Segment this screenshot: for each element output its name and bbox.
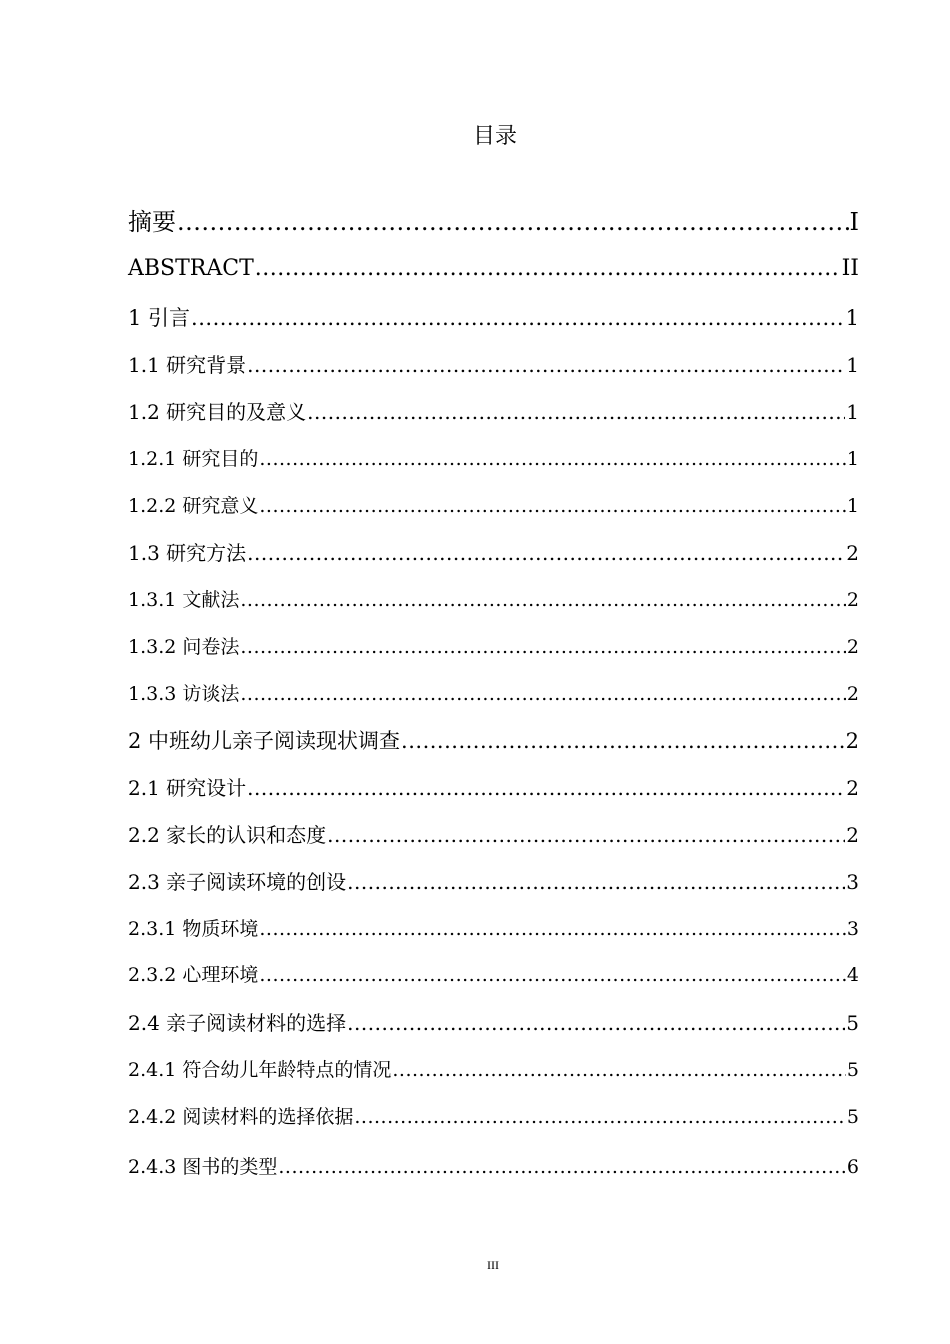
toc-page-number: 1	[846, 448, 859, 470]
toc-page-number: 5	[846, 1059, 859, 1081]
toc-page-number: 1	[846, 353, 859, 377]
toc-dot-leader	[347, 1011, 845, 1035]
toc-entry-label: 1.3.3 访谈法	[128, 683, 240, 705]
toc-entry-2-4[interactable]	[128, 1007, 859, 1036]
toc-page-number: 1	[846, 495, 859, 517]
toc-dot-leader	[240, 589, 846, 611]
toc-dot-leader	[240, 683, 846, 705]
toc-entry-2-4-2[interactable]	[128, 1102, 859, 1129]
toc-page-number: 2	[846, 589, 859, 611]
toc-entry-label: 2.3.2 心理环境	[128, 964, 259, 986]
toc-entry-label: 1.3 研究方法	[128, 541, 247, 565]
toc-entry-label: ABSTRACT	[128, 256, 254, 281]
toc-page-number: 2	[846, 823, 859, 847]
toc-dot-leader	[255, 256, 841, 281]
toc-list	[128, 0, 859, 1344]
toc-dot-leader	[247, 353, 845, 377]
toc-page-number: 5	[846, 1106, 859, 1128]
toc-entry-abstract-cn[interactable]	[128, 202, 859, 237]
toc-page-number: II	[841, 256, 859, 281]
toc-entry-label: 2.3 亲子阅读环境的创设	[128, 870, 347, 894]
toc-page-number: 6	[846, 1156, 859, 1178]
toc-entry-label: 摘要	[128, 208, 176, 236]
toc-entry-label: 2.4.3 图书的类型	[128, 1156, 278, 1178]
toc-dot-leader	[191, 306, 845, 330]
toc-entry-label: 2.4 亲子阅读材料的选择	[128, 1011, 347, 1035]
toc-entry-1-2-2[interactable]	[128, 491, 859, 518]
toc-entry-2-4-1[interactable]	[128, 1055, 859, 1082]
toc-entry-2-3-1[interactable]	[128, 914, 859, 941]
toc-entry-label: 1.2.1 研究目的	[128, 448, 259, 470]
toc-entry-chapter-2[interactable]	[128, 725, 859, 755]
footer-page-number: III	[487, 1258, 499, 1272]
toc-entry-label: 1.2.2 研究意义	[128, 495, 259, 517]
toc-entry-2-2[interactable]	[128, 819, 859, 848]
toc-page-number: 2	[846, 541, 859, 565]
toc-entry-1-3-2[interactable]	[128, 632, 859, 659]
toc-entry-chapter-1[interactable]	[128, 302, 859, 332]
toc-entry-label: 1.1 研究背景	[128, 353, 247, 377]
toc-dot-leader	[392, 1059, 846, 1081]
toc-page-number: 1	[845, 306, 859, 330]
toc-dot-leader	[401, 729, 845, 753]
toc-entry-label: 2.2 家长的认识和态度	[128, 823, 327, 847]
toc-dot-leader	[259, 448, 846, 470]
toc-dot-leader	[278, 1156, 846, 1178]
toc-page-number: 2	[845, 729, 859, 753]
toc-entry-label: 2.1 研究设计	[128, 776, 247, 800]
toc-page-number: 2	[846, 636, 859, 658]
toc-entry-2-3-2[interactable]	[128, 960, 859, 987]
toc-dot-leader	[177, 208, 849, 236]
toc-entry-1-3-1[interactable]	[128, 585, 859, 612]
toc-entry-label: 1.3.1 文献法	[128, 589, 240, 611]
toc-entry-label: 1.2 研究目的及意义	[128, 400, 307, 424]
toc-page-number: I	[849, 208, 859, 236]
toc-dot-leader	[259, 918, 846, 940]
toc-entry-1-3[interactable]	[128, 537, 859, 566]
toc-page-number: 3	[846, 918, 859, 940]
toc-page-number: 5	[846, 1011, 859, 1035]
toc-dot-leader	[259, 964, 846, 986]
toc-dot-leader	[347, 870, 845, 894]
toc-entry-label: 2.3.1 物质环境	[128, 918, 259, 940]
toc-entry-1-3-3[interactable]	[128, 679, 859, 706]
toc-dot-leader	[327, 823, 845, 847]
toc-entry-label: 1 引言	[128, 306, 191, 330]
toc-page-number: 1	[846, 400, 859, 424]
toc-dot-leader	[247, 776, 845, 800]
toc-page-number: 4	[846, 964, 859, 986]
toc-entry-2-1[interactable]	[128, 772, 859, 801]
toc-page-number: 3	[846, 870, 859, 894]
toc-entry-label: 2.4.1 符合幼儿年龄特点的情况	[128, 1059, 392, 1081]
toc-page-number: 2	[846, 776, 859, 800]
toc-dot-leader	[259, 495, 846, 517]
toc-page-number: 2	[846, 683, 859, 705]
toc-dot-leader	[247, 541, 845, 565]
toc-title: 目录	[472, 124, 517, 149]
toc-entry-label: 1.3.2 问卷法	[128, 636, 240, 658]
toc-entry-abstract-en[interactable]	[128, 256, 859, 281]
toc-entry-label: 2 中班幼儿亲子阅读现状调查	[128, 729, 401, 753]
toc-entry-1-2-1[interactable]	[128, 444, 859, 471]
toc-entry-2-3[interactable]	[128, 866, 859, 895]
toc-entry-1-2[interactable]	[128, 396, 859, 425]
toc-dot-leader	[354, 1106, 846, 1128]
toc-entry-1-1[interactable]	[128, 349, 859, 378]
toc-dot-leader	[240, 636, 846, 658]
toc-entry-2-4-3[interactable]	[128, 1152, 859, 1179]
toc-entry-label: 2.4.2 阅读材料的选择依据	[128, 1106, 354, 1128]
toc-dot-leader	[307, 400, 845, 424]
